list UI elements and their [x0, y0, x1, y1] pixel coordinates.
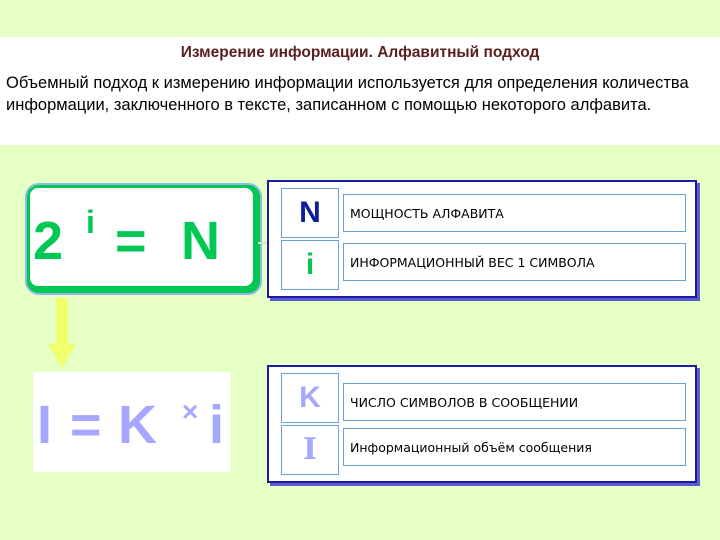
formula2-times: × — [182, 396, 199, 427]
top-strip — [0, 0, 720, 37]
intro-text: Объемный подход к измерению информации используется для определения количества информации, заключенного в тексте, записанном с помощью некоторого алфавита. — [6, 74, 689, 114]
definition-k: ЧИСЛО СИМВОЛОВ В СООБЩЕНИИ — [343, 383, 686, 421]
definition-i: ИНФОРМАЦИОННЫЙ ВЕС 1 СИМВОЛА — [343, 243, 686, 281]
formula2-equals: = — [70, 395, 102, 455]
definition-info-volume: Информационный объём сообщения — [343, 428, 686, 466]
symbol-k: K — [281, 373, 339, 423]
slide-title: Измерение информации. Алфавитный подход — [180, 44, 540, 61]
definitions-panel-bottom — [267, 365, 697, 483]
formula2-lhs: I — [37, 395, 53, 455]
down-arrow-shaft — [56, 298, 68, 344]
symbol-n: N — [281, 188, 339, 238]
definitions-panel-top — [267, 180, 697, 298]
down-arrow-icon — [48, 344, 76, 368]
formula-equals: = — [115, 211, 147, 271]
symbol-i: i — [281, 240, 339, 290]
formula-exponent: i — [86, 204, 95, 240]
definition-n: МОЩНОСТЬ АЛФАВИТА — [343, 194, 686, 232]
formula-rhs: N — [181, 211, 220, 271]
formula-base: 2 — [33, 211, 64, 271]
symbol-info-volume: I — [281, 425, 339, 475]
formula2-k: K — [118, 395, 157, 455]
formula2-i: i — [209, 395, 225, 455]
